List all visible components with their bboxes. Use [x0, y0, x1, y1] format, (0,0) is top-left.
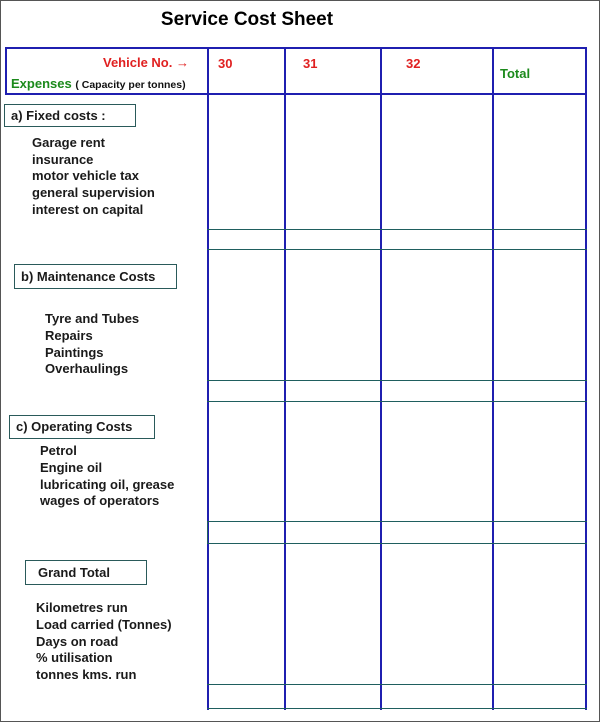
- item-kilometres-run: Kilometres run: [36, 600, 128, 615]
- grid-col-line-4: [492, 47, 494, 710]
- header-left-line: [5, 47, 7, 95]
- subtotal-c-left: [207, 521, 208, 544]
- grid-col-line-5: [585, 47, 587, 710]
- item-load-carried: Load carried (Tonnes): [36, 617, 172, 632]
- item-motor-vehicle-tax: motor vehicle tax: [32, 168, 139, 183]
- sheet-title: Service Cost Sheet: [160, 9, 334, 30]
- expenses-label: Expenses: [11, 76, 72, 91]
- grandtotal-row-bottom: [207, 708, 587, 709]
- item-overhaulings: Overhaulings: [45, 361, 129, 376]
- section-b-heading: b) Maintenance Costs: [14, 264, 177, 289]
- header-bottom-line: [5, 93, 587, 95]
- vehicle-31: 31: [303, 56, 318, 71]
- item-garage-rent: Garage rent: [32, 135, 105, 150]
- subtotal-b-bottom: [207, 401, 587, 402]
- grid-col-line-2: [284, 47, 286, 710]
- subtotal-a-bottom: [207, 249, 587, 250]
- item-repairs: Repairs: [45, 328, 93, 343]
- grand-total-heading: Grand Total: [25, 560, 147, 585]
- grid-col-line-3: [380, 47, 382, 710]
- subtotal-a-top: [207, 229, 587, 230]
- item-insurance: insurance: [32, 152, 94, 167]
- total-header: Total: [500, 66, 531, 81]
- item-wages-of-operators: wages of operators: [40, 493, 160, 508]
- vehicle-no-label: Vehicle No. →: [103, 55, 189, 70]
- subtotal-c-top: [207, 521, 587, 522]
- grandtotal-row-top: [207, 684, 587, 685]
- subtotal-c-bottom: [207, 543, 587, 544]
- vehicle-30: 30: [218, 56, 233, 71]
- item-utilisation: % utilisation: [36, 650, 113, 665]
- section-c-heading: c) Operating Costs: [9, 415, 155, 439]
- item-general-supervision: general supervision: [32, 185, 155, 200]
- item-tyre-and-tubes: Tyre and Tubes: [45, 311, 140, 326]
- item-lubricating-oil: lubricating oil, grease: [40, 477, 175, 492]
- item-petrol: Petrol: [40, 443, 77, 458]
- item-interest-on-capital: interest on capital: [32, 202, 144, 217]
- grid-col-line-1: [207, 47, 209, 710]
- expenses-header: [11, 76, 186, 91]
- vehicle-32: 32: [406, 56, 421, 71]
- section-a-heading: a) Fixed costs :: [4, 104, 136, 127]
- capacity-label: ( Capacity per tonnes): [75, 79, 186, 91]
- item-tonnes-kms-run: tonnes kms. run: [36, 667, 137, 682]
- header-top-line: [5, 47, 587, 49]
- subtotal-b-top: [207, 380, 587, 381]
- item-paintings: Paintings: [45, 345, 104, 360]
- item-days-on-road: Days on road: [36, 634, 119, 649]
- item-engine-oil: Engine oil: [40, 460, 103, 475]
